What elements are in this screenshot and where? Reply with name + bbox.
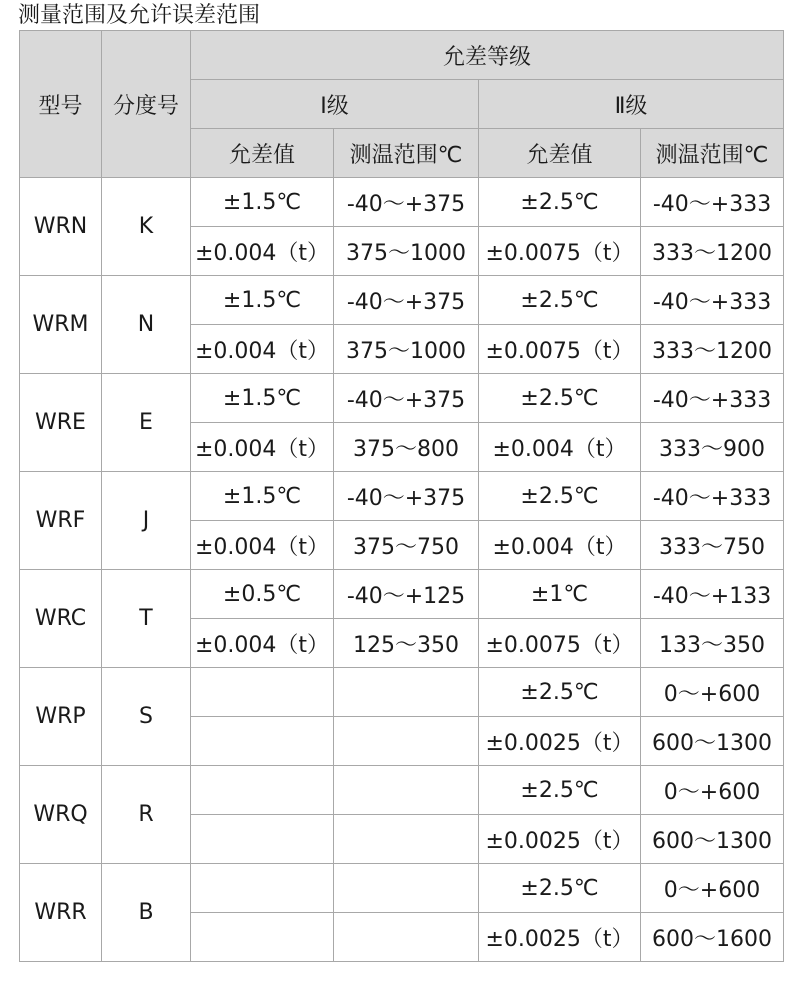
header-class-2: Ⅱ级 [479,80,784,129]
class-1-tolerance-cell: ±1.5℃ [191,374,334,423]
class-2-range-cell: -40～+333 [641,374,784,423]
class-2-tolerance-cell: ±2.5℃ [479,766,641,815]
model-cell: WRM [20,276,102,374]
class-2-range-cell: 600～1300 [641,717,784,766]
graduation-cell: T [102,570,191,668]
class-1-tolerance-cell: ±0.004（t） [191,423,334,472]
table-row [20,178,784,227]
class-2-range-cell: 333～1200 [641,227,784,276]
class-2-tolerance-cell: ±2.5℃ [479,178,641,227]
table-row [20,766,784,815]
header-class-1-tolerance: 允差值 [191,129,334,178]
class-2-tolerance-cell: ±0.0075（t） [479,619,641,668]
class-1-range-cell [334,668,479,717]
model-cell: WRR [20,864,102,962]
graduation-cell: J [102,472,191,570]
header-class-1: Ⅰ级 [191,80,479,129]
graduation-cell: E [102,374,191,472]
class-1-range-cell [334,717,479,766]
table-row [20,864,784,913]
graduation-cell: K [102,178,191,276]
class-2-tolerance-cell: ±0.0025（t） [479,815,641,864]
class-2-tolerance-cell: ±1℃ [479,570,641,619]
table-row [20,668,784,717]
class-1-range-cell: 375～1000 [334,325,479,374]
class-2-tolerance-cell: ±0.0075（t） [479,227,641,276]
class-2-range-cell: 333～900 [641,423,784,472]
class-2-range-cell: -40～+333 [641,472,784,521]
class-1-range-cell: 375～1000 [334,227,479,276]
class-2-range-cell: -40～+333 [641,276,784,325]
class-1-tolerance-cell: ±1.5℃ [191,472,334,521]
model-cell: WRN [20,178,102,276]
class-2-range-cell: 0～+600 [641,864,784,913]
class-1-range-cell: -40～+125 [334,570,479,619]
class-1-range-cell: -40～+375 [334,472,479,521]
header-graduation: 分度号 [102,31,191,178]
class-1-range-cell: -40～+375 [334,374,479,423]
model-cell: WRE [20,374,102,472]
model-cell: WRQ [20,766,102,864]
header-model: 型号 [20,31,102,178]
class-1-range-cell: -40～+375 [334,178,479,227]
class-1-tolerance-cell: ±0.004（t） [191,619,334,668]
class-1-tolerance-cell: ±0.5℃ [191,570,334,619]
class-2-tolerance-cell: ±0.004（t） [479,423,641,472]
class-2-range-cell: 333～750 [641,521,784,570]
class-1-tolerance-cell [191,815,334,864]
class-2-tolerance-cell: ±2.5℃ [479,374,641,423]
document-title: 测量范围及允许误差范围 [18,3,261,28]
class-1-tolerance-cell: ±0.004（t） [191,325,334,374]
class-1-range-cell: 375～750 [334,521,479,570]
class-2-tolerance-cell: ±0.004（t） [479,521,641,570]
class-1-tolerance-cell: ±0.004（t） [191,521,334,570]
class-2-tolerance-cell: ±2.5℃ [479,864,641,913]
class-1-tolerance-cell [191,668,334,717]
class-2-tolerance-cell: ±2.5℃ [479,276,641,325]
class-1-range-cell: 125～350 [334,619,479,668]
class-1-tolerance-cell: ±0.004（t） [191,227,334,276]
table-row [20,276,784,325]
class-1-range-cell [334,766,479,815]
header-class-1-range: 测温范围℃ [334,129,479,178]
class-1-range-cell: -40～+375 [334,276,479,325]
header-tolerance-grade: 允差等级 [191,31,784,80]
class-1-range-cell [334,864,479,913]
class-1-range-cell: 375～800 [334,423,479,472]
model-cell: WRP [20,668,102,766]
graduation-cell: R [102,766,191,864]
graduation-cell: S [102,668,191,766]
header-class-2-tolerance: 允差值 [479,129,641,178]
graduation-cell: B [102,864,191,962]
class-2-range-cell: 0～+600 [641,668,784,717]
class-1-tolerance-cell: ±1.5℃ [191,276,334,325]
table-row [20,472,784,521]
class-2-range-cell: -40～+333 [641,178,784,227]
header-class-2-range: 测温范围℃ [641,129,784,178]
tolerance-table [19,30,784,962]
class-2-tolerance-cell: ±2.5℃ [479,668,641,717]
class-2-range-cell: -40～+133 [641,570,784,619]
class-1-range-cell [334,913,479,962]
class-2-tolerance-cell: ±0.0025（t） [479,717,641,766]
class-2-range-cell: 600～1600 [641,913,784,962]
class-2-tolerance-cell: ±2.5℃ [479,472,641,521]
class-2-range-cell: 0～+600 [641,766,784,815]
table-row [20,570,784,619]
graduation-cell: N [102,276,191,374]
class-2-tolerance-cell: ±0.0025（t） [479,913,641,962]
class-2-range-cell: 333～1200 [641,325,784,374]
model-cell: WRC [20,570,102,668]
class-1-tolerance-cell [191,913,334,962]
class-2-range-cell: 133～350 [641,619,784,668]
table-row [20,374,784,423]
class-1-range-cell [334,815,479,864]
class-1-tolerance-cell: ±1.5℃ [191,178,334,227]
class-2-tolerance-cell: ±0.0075（t） [479,325,641,374]
model-cell: WRF [20,472,102,570]
class-1-tolerance-cell [191,766,334,815]
class-2-range-cell: 600～1300 [641,815,784,864]
class-1-tolerance-cell [191,717,334,766]
class-1-tolerance-cell [191,864,334,913]
